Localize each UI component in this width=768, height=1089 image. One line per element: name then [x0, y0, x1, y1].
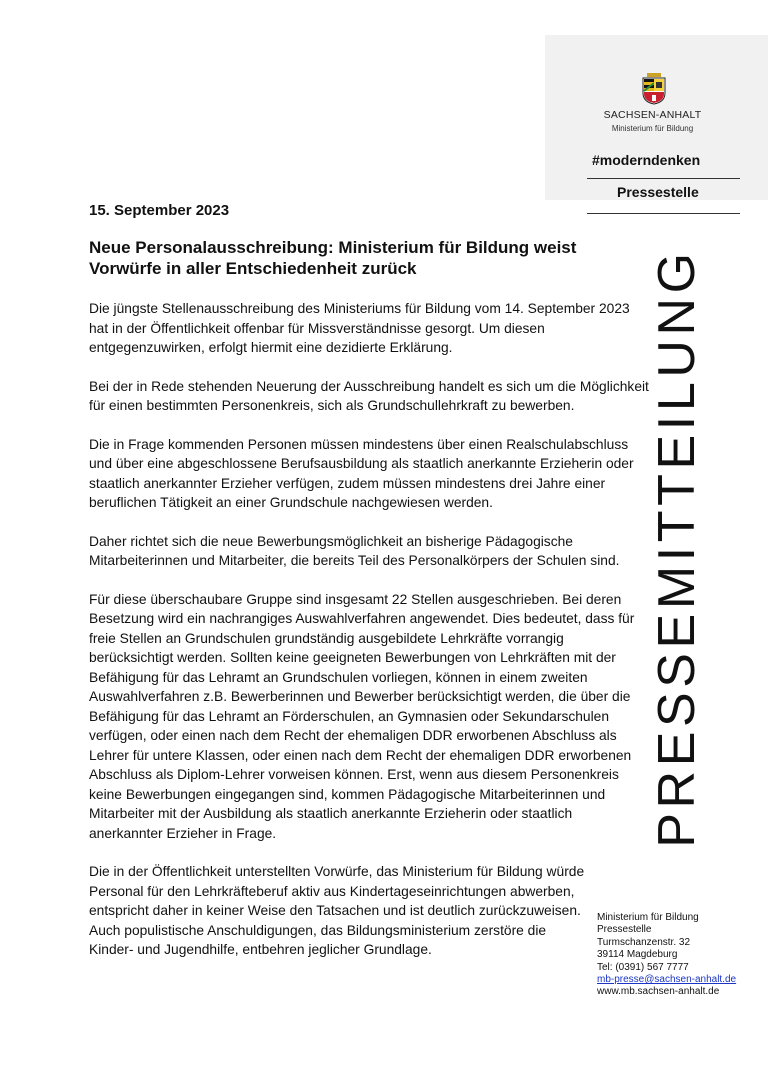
- contact-block: [597, 912, 736, 999]
- vertical-title-wrap: [648, 240, 706, 855]
- department-label: Pressestelle: [617, 184, 699, 200]
- paragraph-2: Bei der in Rede stehenden Neuerung der Ausschreibung handelt es sich um die Möglichkeit für einen bestimmten Personenkreis, sich als Grundschullehrkraft zu bewerben.: [89, 378, 649, 413]
- header-rule-bottom: [587, 213, 740, 214]
- headline: Neue Personalausschreibung: Ministerium für Bildung weist Vorwürfe in aller Entschiedenheit zurück: [89, 238, 577, 278]
- contact-org: Ministerium für Bildung: [597, 912, 699, 923]
- contact-phone: Tel: (0391) 567 7777: [597, 961, 689, 973]
- paragraph-5: Für diese überschaubare Gruppe sind insgesamt 22 Stellen ausgeschrieben. Bei deren Besetzung wird ein nachrangiges Auswahlverfahren angewendet. Dies bedeutet, dass für freie Stellen an Grundschulen grundständig ausgebildete Lehrkräfte vorrangig berücksichtigt werden. Sollten keine geeigneten Bewerbungen von Lehrkräften mit der Befähigung für das Lehramt an Grundschulen vorliegen, können in einem zweiten Auswahlverfahren z.B. Bewerberinnen und Bewerber berücksichtigt werden, die über die Befähigung für das Lehramt an Förderschulen, an Gymnasien oder Sekundarschulen verfügen, oder einen nach dem Recht der ehemaligen DDR erworbenen Abschluss als Lehrer für untere Klassen, oder einen nach dem Recht der ehemaligen DDR erworbenen Abschluss als Diplom-Lehrer vorweisen können. Erst, wenn aus diesem Personenkreis keine Bewerbungen eingegangen sind, kommen Pädagogische Mitarbeiterinnen und Mitarbeiter mit der Ausbildung als staatlich anerkannte Erzieherin oder staatlich anerkannter Erzieher in Frage.: [89, 591, 635, 841]
- logo-name: SACHSEN-ANHALT: [603, 109, 702, 121]
- hashtag: #moderndenken: [592, 152, 701, 168]
- contact-website: www.mb.sachsen-anhalt.de: [597, 986, 720, 998]
- paragraph-3: Die in Frage kommenden Personen müssen mindestens über einen Realschulabschluss und über eine abgeschlossene Berufsausbildung als staatlich anerkannte Erzieherin oder staatlich anerkannter Erzieher verfügen, zudem müssen mindestens drei Jahre einer beruflichen Tätigkeit an einer Grundschule nachgewiesen werden.: [89, 436, 634, 510]
- paragraph-6: Die in der Öffentlichkeit unterstellten Vorwürfe, das Ministerium für Bildung würde Personal für den Lehrkräfteberuf aktiv aus Kindertageseinrichtungen abwerben, entspricht daher in keiner Weise den Tatsachen und ist deutlich zurückzuweisen. Auch populistische Anschuldigungen, das Bildungsministerium zerstöre die Kinder- und Jugendhilfe, entbehren jeglicher Grundlage.: [89, 864, 585, 957]
- contact-street: Turmschanzenstr. 32: [597, 936, 691, 948]
- contact-city: 39114 Magdeburg: [597, 949, 678, 961]
- contact-email-link[interactable]: mb-presse@sachsen-anhalt.de: [597, 974, 737, 986]
- logo-subtitle: Ministerium für Bildung: [611, 124, 694, 133]
- release-date: 15. September 2023: [89, 202, 230, 219]
- paragraph-4: Daher richtet sich die neue Bewerbungsmöglichkeit an bisherige Pädagogische Mitarbeiterinnen und Mitarbeiter, die bereits Teil des Personalkörpers der Schulen sind.: [89, 533, 620, 568]
- vertical-title: PRESSEMITTEILUNG: [648, 247, 706, 848]
- header-rule-top: [587, 178, 740, 179]
- coat-of-arms-icon: [641, 71, 667, 105]
- body-text: [89, 299, 649, 979]
- contact-department: Pressestelle: [597, 924, 652, 936]
- paragraph-1: Die jüngste Stellenausschreibung des Ministeriums für Bildung vom 14. September 2023 hat in der Öffentlichkeit offenbar für Missverständnisse gesorgt. Um diesen entgegenzuwirken, erfolgt hiermit eine dezidierte Erklärung.: [89, 301, 630, 355]
